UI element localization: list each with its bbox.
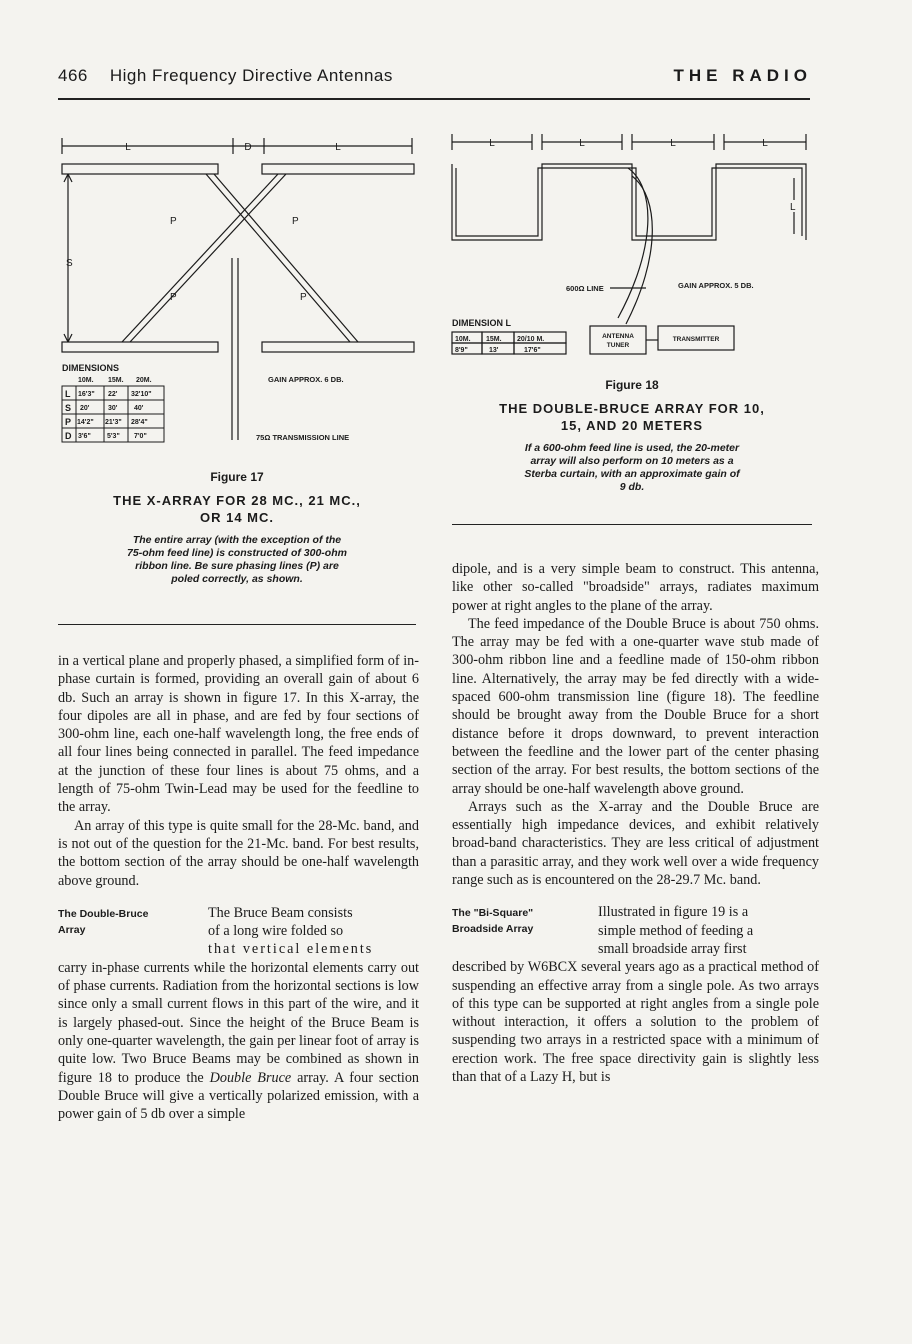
figure17-caption-line1: The entire array (with the exception of the [132, 534, 342, 546]
right-paragraph-2: The feed impedance of the Double Bruce is about 750 ohms. The array may be fed with a one-quarter wave stub made of 300-ohm ribbon line and a feedline made of 150-ohm ribbon line. Alternatively, the array may be fed directly with a wide-spaced 600-ohm transmission line (figure 18). The feedline should be brought away from the Double Bruce for a short distance before it drops downward, to prevent interaction between the feedline and the lower part of the center phasing section of the array. For best results, the bottom sections of the array should be one-half wavelength above ground. [452, 615, 819, 797]
left-column-text [58, 652, 419, 1123]
side-head-bi-square-line2: Broadside Array [452, 923, 534, 936]
fig17-dim-d: D [244, 142, 252, 153]
left-paragraph-1: in a vertical plane and properly phased, a simplified form of in-phase curtain is formed, providing an overall gain of about 6 db. Such an array is shown in figure 17. In this X-array, the four dipoles are all in phase, and are fed by four sections of 300-ohm line, each one-half wavelength long, the free ends of all four lines being connected in parallel. The feed impedance at the junction of these four lines is about 75 ohms, and a length of 75-ohm Twin-Lead may be used for the feedline to the array. [58, 653, 419, 816]
figure17-caption [58, 534, 416, 586]
book-title: High Frequency Directive Antennas [109, 66, 393, 85]
fig18-dim-l1: L [489, 138, 495, 149]
figure18-caption-line3: Sterba curtain, with an approximate gain of [524, 468, 740, 480]
figure18-caption-line4: 9 db. [619, 481, 645, 493]
side-head-adjacent-text [208, 904, 419, 959]
fig18-value-10m: 8'9" [455, 347, 468, 354]
side-line-1: The Bruce Beam consists [208, 904, 353, 921]
fig18-value-15m: 13' [489, 347, 499, 354]
fig17-row-d-20m: 7'0" [134, 433, 147, 440]
fig17-dim-l-right: L [335, 142, 341, 153]
fig17-row-p-20m: 28'4" [131, 419, 148, 426]
fig17-row-d-key: D [65, 431, 72, 441]
figure17-title-line2: OR 14 MC. [199, 510, 274, 525]
fig17-row-p-key: P [65, 417, 72, 427]
bi-square-line-3: small broadside array first [598, 940, 747, 957]
fig17-dim-l-left: L [125, 142, 131, 153]
running-header-left [58, 66, 393, 86]
fig18-tuner-line1: ANTENNA [602, 333, 634, 340]
fig17-row-l-key: L [65, 389, 71, 399]
figure18-title-line1: THE DOUBLE-BRUCE ARRAY FOR 10, [499, 401, 765, 416]
figure17-caption-line4: poled correctly, as shown. [171, 573, 303, 585]
figure18-caption-line1: If a 600-ohm feed line is used, the 20-meter [524, 442, 740, 454]
figure18-title [452, 400, 812, 434]
figure17-rule [58, 624, 416, 625]
side-line-2: of a long wire folded so [208, 923, 344, 940]
fig17-row-l-20m: 32'10" [131, 391, 152, 398]
side-line-3: that vertical elements [208, 941, 374, 958]
running-title: THE RADIO [673, 66, 812, 85]
fig18-tuner-line2: TUNER [606, 342, 630, 349]
fig18-dimension-title: DIMENSION L [452, 318, 512, 328]
figure18-caption [452, 442, 812, 494]
header-rule [58, 98, 810, 100]
fig17-row-p-15m: 21'3" [105, 419, 122, 426]
fig17-row-s-10m: 20' [80, 405, 90, 412]
fig17-row-s-15m: 30' [108, 405, 118, 412]
bi-square-adjacent-text [598, 903, 819, 958]
figure17-caption-line2: 75-ohm feed line) is constructed of 300-ohm [127, 547, 347, 559]
fig18-band-10m: 10M. [455, 336, 471, 343]
fig17-dimensions-title: DIMENSIONS [62, 363, 120, 373]
double-bruce-side-head-block [58, 904, 419, 959]
side-head-bi-square-line1: The "Bi-Square" [452, 907, 534, 920]
fig17-band-20m: 20M. [136, 377, 152, 384]
fig18-line-note: 600Ω LINE [566, 284, 604, 293]
fig18-transmitter: TRANSMITTER [672, 336, 720, 343]
side-head-bi-square [452, 903, 598, 958]
page-number: 466 [58, 66, 88, 85]
fig17-label-p3: P [170, 292, 177, 303]
figure17-caption-line3: ribbon line. Be sure phasing lines (P) are [135, 560, 339, 572]
left-paragraph-3 [58, 959, 419, 1124]
fig17-label-p1: P [170, 216, 177, 227]
fig18-dim-l2: L [579, 138, 585, 149]
figure17-title [58, 492, 416, 526]
figure17-title-line1: THE X-ARRAY FOR 28 MC., 21 MC., [113, 493, 361, 508]
fig18-value-20m: 17'6" [524, 347, 541, 354]
fig17-row-s-key: S [65, 403, 72, 413]
side-head-double-bruce-line2: Array [58, 923, 86, 936]
fig17-feed-note: 75Ω TRANSMISSION LINE [256, 433, 350, 442]
fig17-band-15m: 15M. [108, 377, 124, 384]
figure17-label: Figure 17 [210, 470, 264, 484]
fig17-row-d-10m: 3'6" [78, 433, 91, 440]
side-head-double-bruce-line1: The Double-Bruce [58, 907, 149, 920]
fig17-row-l-15m: 22' [108, 391, 118, 398]
fig17-row-l-10m: 16'3" [78, 391, 95, 398]
fig17-row-d-15m: 5'3" [107, 433, 120, 440]
fig17-row-s-20m: 40' [134, 405, 144, 412]
fig18-gain-note: GAIN APPROX. 5 DB. [678, 281, 754, 290]
fig17-gain-note: GAIN APPROX. 6 DB. [268, 375, 344, 384]
bi-square-side-head-block [452, 903, 819, 958]
figure18-title-line2: 15, AND 20 METERS [560, 418, 704, 433]
bi-square-line-1: Illustrated in figure 19 is a [598, 904, 749, 921]
side-head-double-bruce [58, 904, 208, 959]
fig18-label-l: L [790, 202, 796, 213]
fig17-label-p4: P [300, 292, 307, 303]
fig17-band-10m: 10M. [78, 377, 94, 384]
fig17-row-p-10m: 14'2" [77, 419, 94, 426]
fig17-label-s: S [66, 258, 73, 269]
right-column-text [452, 560, 819, 1086]
fig17-label-p2: P [292, 216, 299, 227]
bi-square-line-2: simple method of feeding a [598, 922, 754, 939]
fig18-dim-l4: L [762, 138, 768, 149]
figure18-caption-line2: array will also perform on 10 meters as a [530, 455, 734, 467]
figure18-rule [452, 524, 812, 525]
fig18-band-20m: 20/10 M. [517, 336, 545, 343]
figure18-label: Figure 18 [605, 378, 659, 392]
left-paragraph-3-end: array. A four section Double Bruce will give a vertically polarized emission, with a power gain of 5 db over a simple [58, 1069, 420, 1123]
right-paragraph-1: dipole, and is a very simple beam to construct. This antenna, like other so-called "broadside" arrays, radiates maximum power at right angles to the plane of the array. [452, 561, 819, 614]
left-paragraph-2: An array of this type is quite small for the 28-Mc. band, and is not out of the question for the 21-Mc. band. For best results, the bottom section of the array should be one-half wavelength above ground. [58, 817, 419, 889]
right-paragraph-4: described by W6BCX several years ago as a practical method of suspending an effective array from a single pole. As two arrays of this type can be supported at right angles from a single pole without interaction, it offers a solution to the problem of suspending two arrays in a restricted space with a minimum of erection work. The free space directivity gain is slightly less than that of a Lazy H, but is [452, 959, 819, 1086]
left-paragraph-3-body: carry in-phase currents while the horizontal elements carry out of phase currents. Radiation from the horizontal sections is low since only a small current flows in this part of the wire, and it is largely phased-out. Since the height of the Bruce Beam is only one-quarter wavelength, the gain per linear foot of array is quite low. Two Bruce Beams may be combined as shown in figure 18 to produce the [58, 959, 419, 1086]
figure18-double-bruce-diagram [446, 128, 816, 360]
figure17-x-array-diagram [56, 128, 426, 458]
double-bruce-italic: Double Bruce [209, 1069, 292, 1086]
right-paragraph-3: Arrays such as the X-array and the Double Bruce are essentially high impedance devices, and exhibit relatively broad-band characteristics. They are less critical of adjustment than a parasitic array, and they work well over a wide frequency range such as is encountered on the 28-29.7 Mc. band. [452, 798, 819, 889]
fig18-dim-l3: L [670, 138, 676, 149]
fig18-band-15m: 15M. [486, 336, 502, 343]
